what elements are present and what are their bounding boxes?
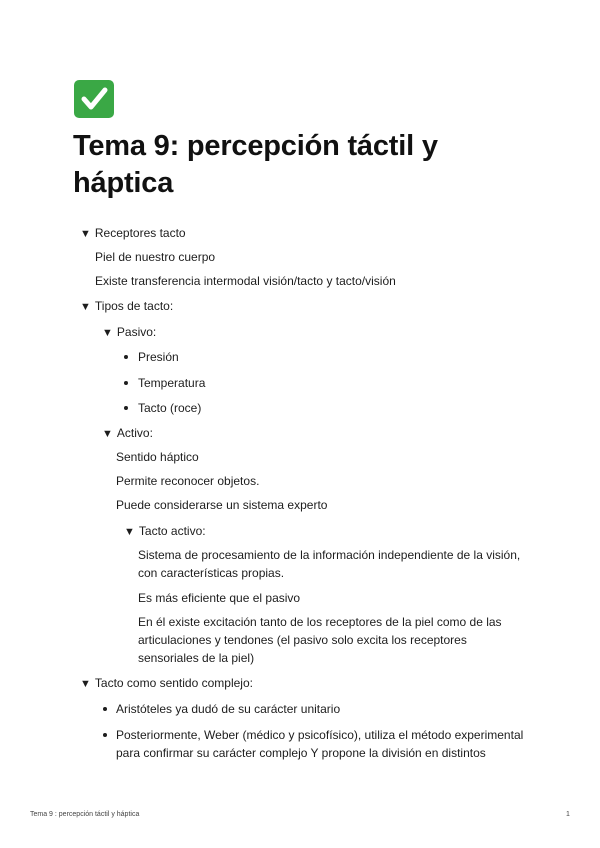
text-paragraph: En él existe excitación tanto de los receptores de la piel como de las articulaciones y tendones (el pasivo solo excita los receptores sensoriales de la piel) — [138, 615, 502, 665]
list-item: Presión — [138, 350, 179, 364]
triangle-down-icon: ▼ — [102, 428, 113, 440]
toggle-label: Pasivo: — [116, 325, 157, 339]
bullet-dot-icon — [103, 707, 107, 711]
bullet-dot-icon — [124, 355, 128, 359]
toggle-receptores[interactable] — [80, 224, 186, 243]
list-item: Tacto (roce) — [138, 401, 202, 415]
toggle-complejo[interactable] — [80, 674, 253, 693]
text-line: Sentido háptico — [116, 450, 199, 464]
page-number: 1 — [566, 811, 570, 818]
toggle-label: Tacto activo: — [138, 524, 206, 538]
toggle-label: Receptores tacto — [94, 226, 186, 240]
toggle-label: Activo: — [116, 426, 153, 440]
toggle-label: Tacto como sentido complejo: — [94, 676, 253, 690]
bullet-dot-icon — [124, 381, 128, 385]
bullet-dot-icon — [124, 406, 128, 410]
bullet-dot-icon — [103, 733, 107, 737]
list-item: Aristóteles ya dudó de su carácter unitario — [116, 702, 341, 716]
triangle-down-icon: ▼ — [124, 526, 135, 538]
footer-title: Tema 9 : percepción táctil y háptica — [30, 811, 140, 818]
toggle-activo[interactable] — [102, 424, 153, 443]
triangle-down-icon: ▼ — [102, 327, 113, 339]
list-item: Posteriormente, Weber (médico y psicofísico), utiliza el método experimental para confirmar su carácter complejo Y propone la división en distintos — [116, 728, 524, 760]
toggle-label: Tipos de tacto: — [94, 299, 174, 313]
text-line: Puede considerarse un sistema experto — [116, 498, 328, 512]
toggle-tacto-activo[interactable] — [124, 522, 206, 541]
text-line: Piel de nuestro cuerpo — [95, 250, 216, 264]
triangle-down-icon: ▼ — [80, 301, 91, 313]
text-line: Permite reconocer objetos. — [116, 474, 260, 488]
page-title: Tema 9: percepción táctil y háptica — [73, 130, 438, 199]
check-mark-icon — [74, 80, 114, 118]
text-line: Existe transferencia intermodal visión/tacto y tacto/visión — [95, 274, 396, 288]
toggle-pasivo[interactable] — [102, 323, 156, 342]
text-line: Es más eficiente que el pasivo — [138, 591, 301, 605]
text-paragraph: Sistema de procesamiento de la información independiente de la visión, con características propias. — [138, 548, 521, 580]
toggle-tipos[interactable] — [80, 297, 173, 316]
list-item: Temperatura — [138, 376, 206, 390]
triangle-down-icon: ▼ — [80, 678, 91, 690]
triangle-down-icon: ▼ — [80, 228, 91, 240]
